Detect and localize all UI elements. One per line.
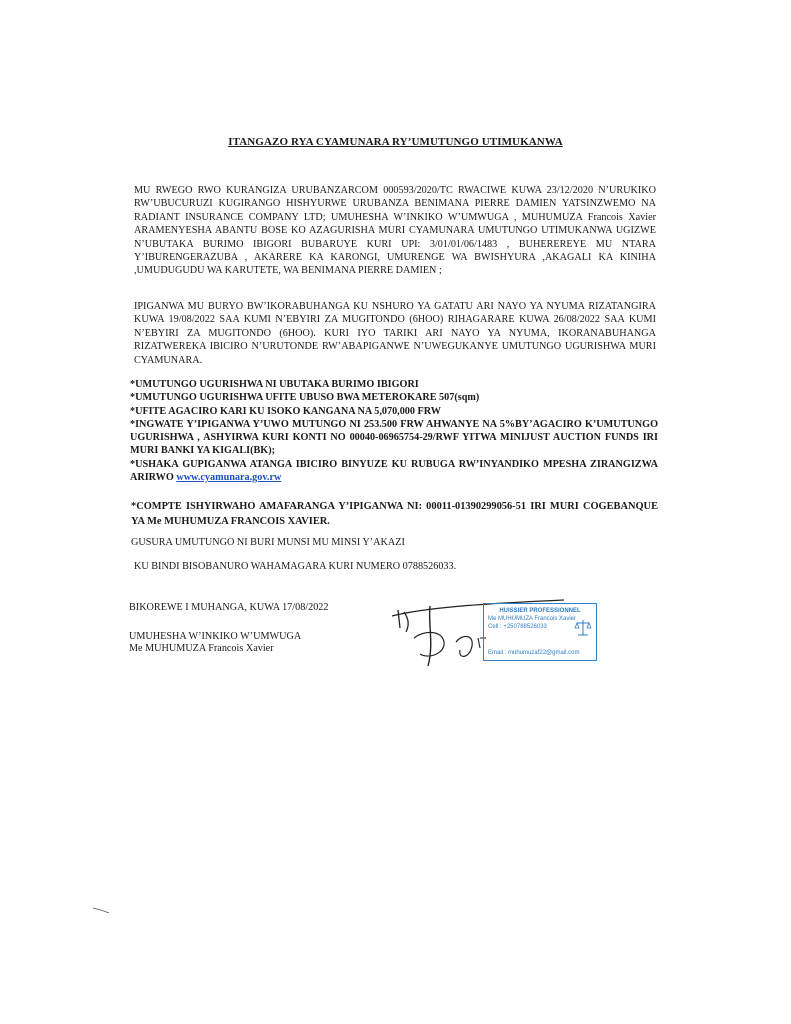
place-date: BIKOREWE I MUHANGA, KUWA 17/08/2022 (129, 602, 329, 613)
detail-how-to-bid (130, 458, 658, 485)
auction-details-list (130, 378, 658, 484)
bailiff-stamp (483, 603, 597, 661)
stamp-cell: Cell : +250788526033 (488, 624, 547, 630)
scan-mark (92, 906, 110, 914)
detail-deposit: *INGWATE Y’IPIGANWA Y’UWO MUTUNGO NI 253.500 FRW AHWANYE NA 5%BY’AGACIRO K’UMUTUNGO UGURISHWA , ASHYIRWA KURI KONTI NO 00040-06965754-29/RWF YITWA MINIJUST AUCTION FUNDS IRI MURI BANKI YA KIGALI(BK); (130, 418, 658, 457)
account-info: *COMPTE ISHYIRWAHO AMAFARANGA Y’IPIGANWA NI: 00011-01390299056-51 IRI MURI COGEBANQUE YA Me MUHUMUZA FRANCOIS XAVIER. (131, 501, 658, 527)
detail-value: *UFITE AGACIRO KARI KU ISOKO KANGANA NA 5,070,000 FRW (130, 405, 441, 417)
stamp-title: HUISSIER PROFESSIONNEL (499, 608, 581, 614)
signatory-role: UMUHESHA W’INKIKO W’UMWUGA (129, 631, 302, 642)
paragraph-case: MU RWEGO RWO KURANGIZA URUBANZARCOM 000593/2020/TC RWACIWE KUWA 23/12/2020 N’URUKIKO RW’UBUCURUZI KUGIRANGO HISHYURWE URUBANZA BENIMANA PIERRE DAMIEN YATSINZWEMO NA RADIANT INSURANCE COMPANY LTD; UMUHESHA W’INKIKO W’UMWUGA , MUHUMUZA Francois Xavier ARAMENYESHA ABANTU BOSE KO AZAGURISHA MURI CYAMUNARA UMUTUNGO UTIMUKANWA UGIZWE N’UBUTAKA BURIMO IBIGORI BUBARUYE KURI UPI: 3/01/01/06/1483 , BUHEREREYE MU NTARA Y’IBURENGERAZUBA , AKARERE KA KARONGI, UMURENGE WA BWISHYURA ,AKAGALI KA KINIHA ,UMUDUGUDU WA KARUTETE, WA BENIMANA PIERRE DAMIEN ; (134, 185, 656, 277)
scales-of-justice-icon (574, 618, 592, 638)
how-to-bid-text: *USHAKA GUPIGANWA ATANGA IBICIRO BINYUZE KU RUBUGA RW’INYANDIKO MPESHA ZIRANGIZWA ARIRWO (130, 458, 658, 484)
detail-property-type: *UMUTUNGO UGURISHWA NI UBUTAKA BURIMO IBIGORI (130, 379, 419, 390)
notice-title: ITANGAZO RYA CYAMUNARA RY’UMUTUNGO UTIMUKANWA (228, 136, 563, 148)
signatory-name: Me MUHUMUZA Francois Xavier (129, 643, 274, 654)
stamp-name: Me MUHUMUZA Francois Xavier (488, 616, 577, 622)
paragraph-bidding: IPIGANWA MU BURYO BW’IKORABUHANGA KU NSHURO YA GATATU ARI NAYO YA NYUMA RIZATANGIRA KUWA 19/08/2022 SAA KUMI N’EBYIRI ZA MUGITONDO (6HOO) RIHAGARARE KUWA 26/08/2022 SAA KUMI N’EBYIRI ZA MUGITONDO (6HOO). KURI IYO TARIKI ARI NAYO YA NYUMA, IKORANABUHANGA RIZATWEREKA IBICIRO N’URUTONDE RW’ABAPIGANWE N’UWEGUKANYE UMUTUNGO UGURISHWA MURI CYAMUNARA. (134, 301, 656, 366)
detail-area: *UMUTUNGO UGURISHWA UFITE UBUSO BWA METEROKARE 507(sqm) (130, 392, 480, 404)
stamp-email: Email : muhumuzaf22@gmail.com (488, 650, 580, 656)
cyamunara-link[interactable]: www.cyamunara.gov.rw (176, 472, 282, 484)
contact-info: KU BINDI BISOBANURO WAHAMAGARA KURI NUMERO 0788526033. (134, 561, 457, 572)
visit-info: GUSURA UMUTUNGO NI BURI MUNSI MU MINSI Y’AKAZI (131, 537, 405, 548)
